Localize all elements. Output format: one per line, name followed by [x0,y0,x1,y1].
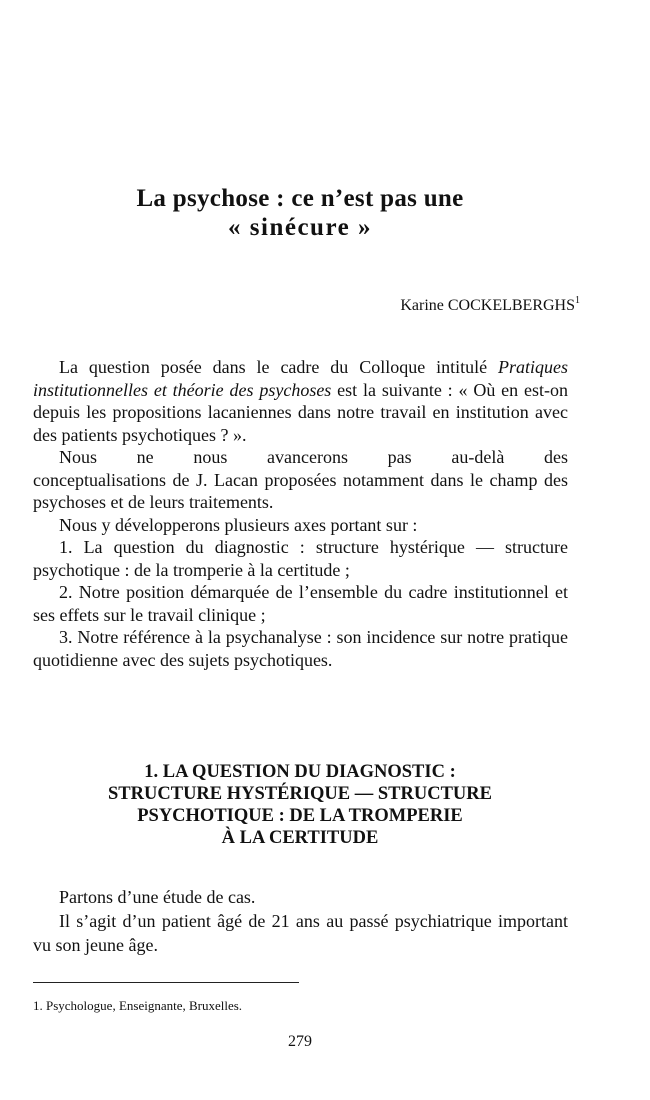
section-heading-line-4: À LA CERTITUDE [221,828,379,848]
list-item-3: 3. Notre référence à la psychanalyse : son incidence sur notre pratique quotidienne avec des sujets psychotiques. [33,627,568,670]
section-heading-line-2: STRUCTURE HYSTÉRIQUE — STRUCTURE [108,784,492,804]
title-line-1: La psychose : ce n’est pas une [136,185,464,212]
paragraph-1-text-a: La question posée dans le cadre du Colloque intitulé [59,357,498,377]
section-heading-line-1: 1. LA QUESTION DU DIAGNOSTIC : [144,762,456,782]
paragraph-3: Nous y développerons plusieurs axes portant sur : [59,514,418,535]
paragraph-1 [33,356,568,446]
section-heading-line-3: PSYCHOTIQUE : DE LA TROMPERIE [137,806,463,826]
footnote-divider [33,982,299,983]
paragraph-2-rest: conceptualisations de J. Lacan proposées notamment dans le champ des psychoses et de leurs traitements. [33,469,568,512]
title-line-2: « sinécure » [228,214,372,241]
colloquium-title: Pratiques institutionnelles et théorie des psychoses [33,357,568,400]
author-name: Karine COCKELBERGHS [400,297,575,314]
intro-body [33,356,568,671]
paragraph-2-first-line: Nous ne nous avancerons pas au-delà des [59,447,568,467]
page-number: 279 [288,1033,312,1050]
article-title [0,184,600,242]
section-heading [0,761,600,849]
section-body [33,885,568,957]
section-paragraph-1: Partons d’une étude de cas. [59,887,256,907]
author-byline [400,297,580,315]
paragraph-1-text-b: est la suivante : « Où en est-on depuis les propositions lacaniennes dans notre travail en institution avec des patients psychotiques ? ». [33,379,569,445]
list-item-2: 2. Notre position démarquée de l’ensemble du cadre institutionnel et ses effets sur le travail clinique ; [33,582,568,625]
section-paragraph-2: Il s’agit d’un patient âgé de 21 ans au passé psychiatrique important vu son jeune âge. [33,911,568,955]
list-item-1: 1. La question du diagnostic : structure hystérique — structure psychotique : de la tromperie à la certitude ; [33,537,568,580]
footnote-marker: 1 [575,295,580,306]
footnote: 1. Psychologue, Enseignante, Bruxelles. [33,998,243,1013]
